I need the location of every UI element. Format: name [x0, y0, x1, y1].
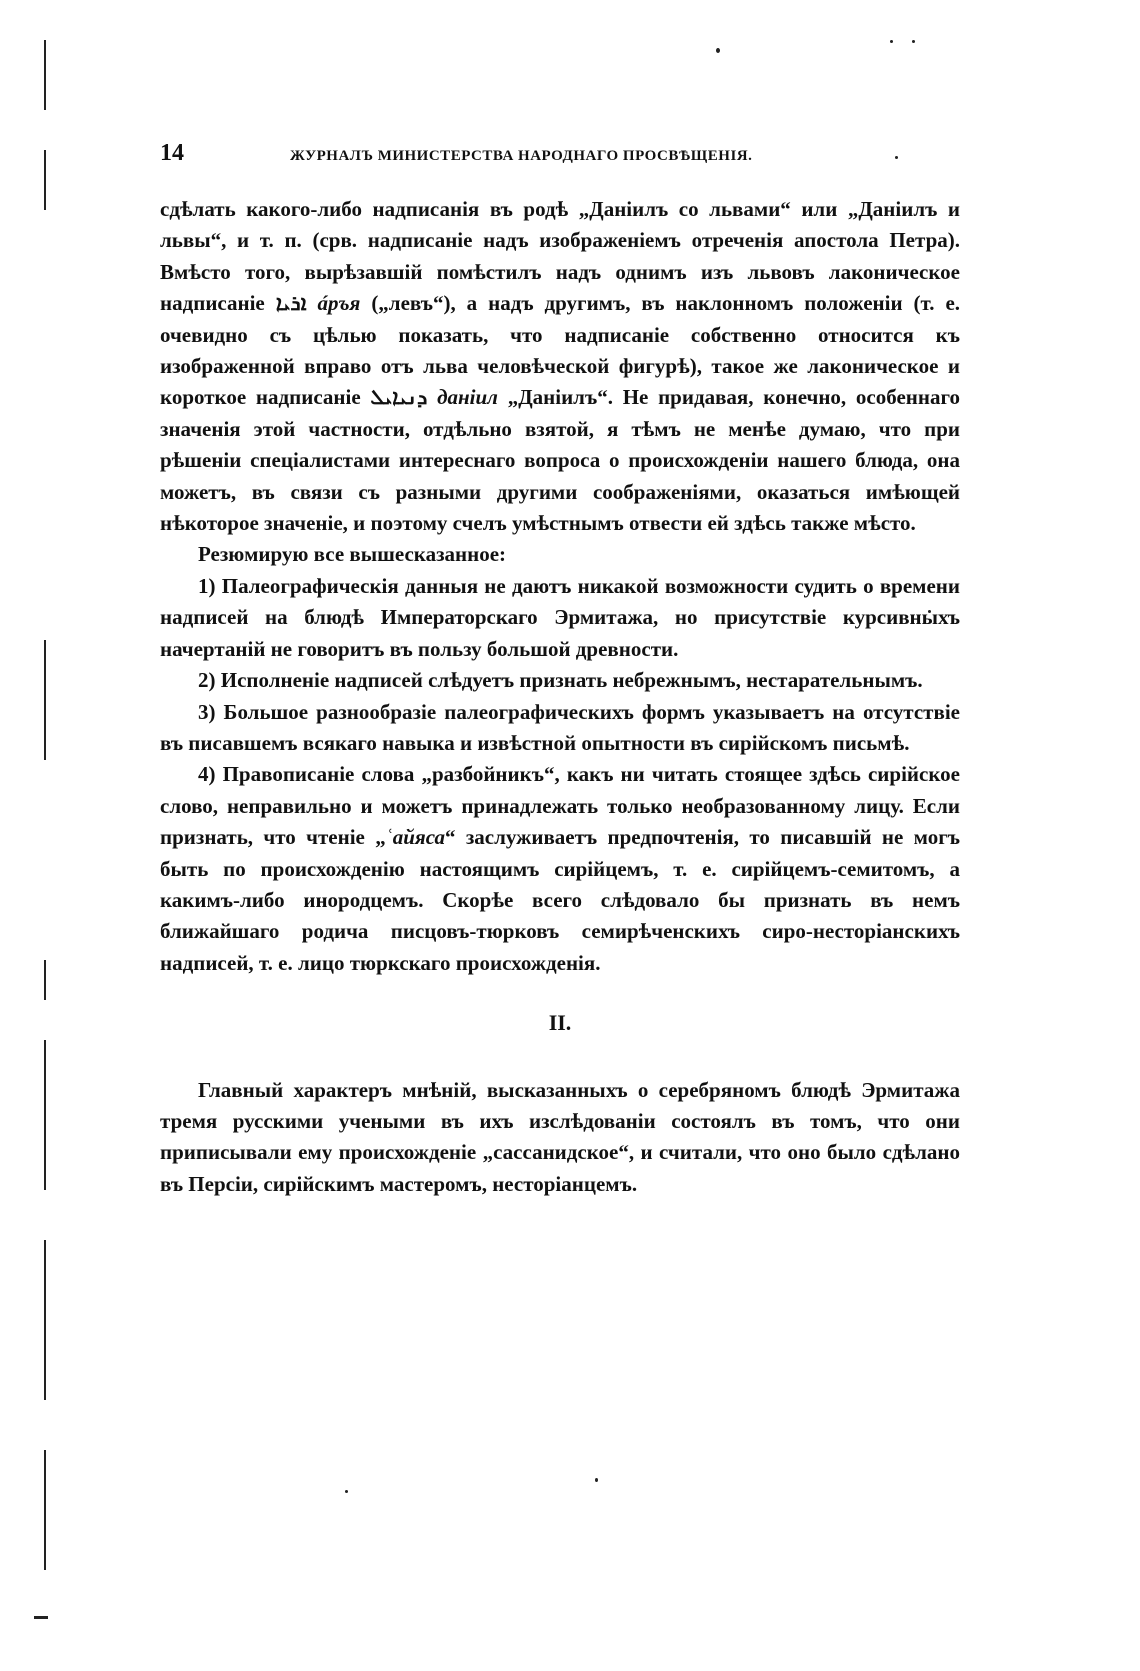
scan-margin-mark: [44, 1240, 46, 1400]
section-heading: II.: [548, 1010, 572, 1036]
text-run: 4) Правописаніе слова „разбойникъ“, какъ ни читать стоящее здѣсь сирійское слово, неправильно и можетъ принадлежать только необразованному лицу. Если признать, что чтеніе „: [160, 762, 960, 850]
body-text: [160, 194, 960, 1200]
page-header: [160, 140, 960, 180]
scan-speck: [595, 1478, 598, 1482]
text-run: “ заслуживаетъ предпочтенія, то писавшій не могъ быть по происхожденію настоящимъ сирійцемъ, т. е. сирійцемъ-семитомъ, а какимъ-либо инородцемъ. Скорѣе всего слѣдовало бы признать въ немъ ближайшаго родича писцовъ-тюрковъ семирѣченскихъ сиро-несторіанскихъ надписей, т. е. лицо тюркскаго происхожденія.: [160, 825, 960, 975]
running-title: ЖУРНАЛЪ МИНИСТЕРСТВА НАРОДНАГО ПРОСВѢЩЕНІЯ.: [290, 148, 753, 164]
scan-speck: [912, 40, 915, 43]
transliteration: даніил: [437, 385, 498, 410]
scan-margin-mark: [44, 640, 46, 760]
scan-margin-mark: [44, 960, 46, 1000]
summary-point-4: [160, 759, 960, 979]
text-run: сдѣлать какого-либо надписанія въ родѣ „Даніилъ со львами“ или „Даніилъ и львы“, и т. п. (срв. надписаніе надъ изображеніемъ отреченія апостола Петра). Вмѣсто того, вырѣзавшій помѣстилъ надъ однимъ изъ львовъ лаконическое надписаніе: [160, 197, 960, 316]
syriac-word: ܕܢܝܐܝܠ: [370, 385, 428, 410]
text-run: „Даніилъ“. Не придавая, конечно, особеннаго значенія этой частности, отдѣльно взятой, я тѣмъ не менѣе думаю, что при рѣшеніи спеціалистами интереснаго вопроса о происхожденіи нашего блюда, она можетъ, въ связи съ разными другими соображеніями, оказаться имѣющей нѣкоторое значеніе, и поэтому счелъ умѣстнымъ отвести ей здѣсь также мѣсто.: [160, 385, 960, 536]
transliteration: ʿайяса: [385, 825, 445, 850]
paragraph: [160, 194, 960, 539]
scan-margin-mark: [44, 1040, 46, 1190]
summary-point-1: 1) Палеографическія данныя не даютъ никакой возможности судить о времени надписей на блюдѣ Императорскаго Эрмитажа, но присутствіе курсивныхъ начертаній не говоритъ въ пользу большой древности.: [160, 573, 960, 661]
scan-margin-mark: [44, 1450, 46, 1570]
scan-margin-mark: [44, 150, 46, 210]
section-paragraph: Главный характеръ мнѣній, высказанныхъ о серебряномъ блюдѣ Эрмитажа тремя русскими учеными въ ихъ изслѣдованіи состоялъ въ томъ, что они приписывали ему происхожденіе „сассанидское“, и считали, что оно было сдѣлано въ Персіи, сирійскимъ мастеромъ, несторіанцемъ.: [160, 1077, 960, 1196]
summary-intro: Резюмирую все вышесказанное:: [198, 542, 507, 567]
syriac-word: ܐܪܝܐ: [275, 291, 307, 316]
scan-speck: [890, 40, 893, 43]
summary-point-2: 2) Исполненіе надписей слѣдуетъ признать небрежнымъ, нестарательнымъ.: [198, 668, 923, 693]
transliteration: ápъя: [317, 291, 361, 316]
summary-point-3: 3) Большое разнообразіе палеографическихъ формъ указываетъ на отсутствіе въ писавшемъ всякаго навыка и извѣстной опытности въ сирійскомъ письмѣ.: [160, 699, 960, 755]
page-number: 14: [160, 140, 184, 166]
scan-speck: [716, 48, 720, 53]
scan-margin-mark: [44, 40, 46, 110]
scan-margin-mark: [34, 1616, 48, 1619]
book-page: [160, 140, 960, 1200]
scan-speck: [345, 1490, 348, 1493]
text-run: („левъ“), а надъ другимъ, въ наклонномъ положеніи (т. е. очевидно съ цѣлью показать, что надписаніе собственно относится къ изображенной вправо отъ льва человѣческой фигурѣ), такое же лаконическое и короткое надписаніе: [160, 291, 961, 410]
